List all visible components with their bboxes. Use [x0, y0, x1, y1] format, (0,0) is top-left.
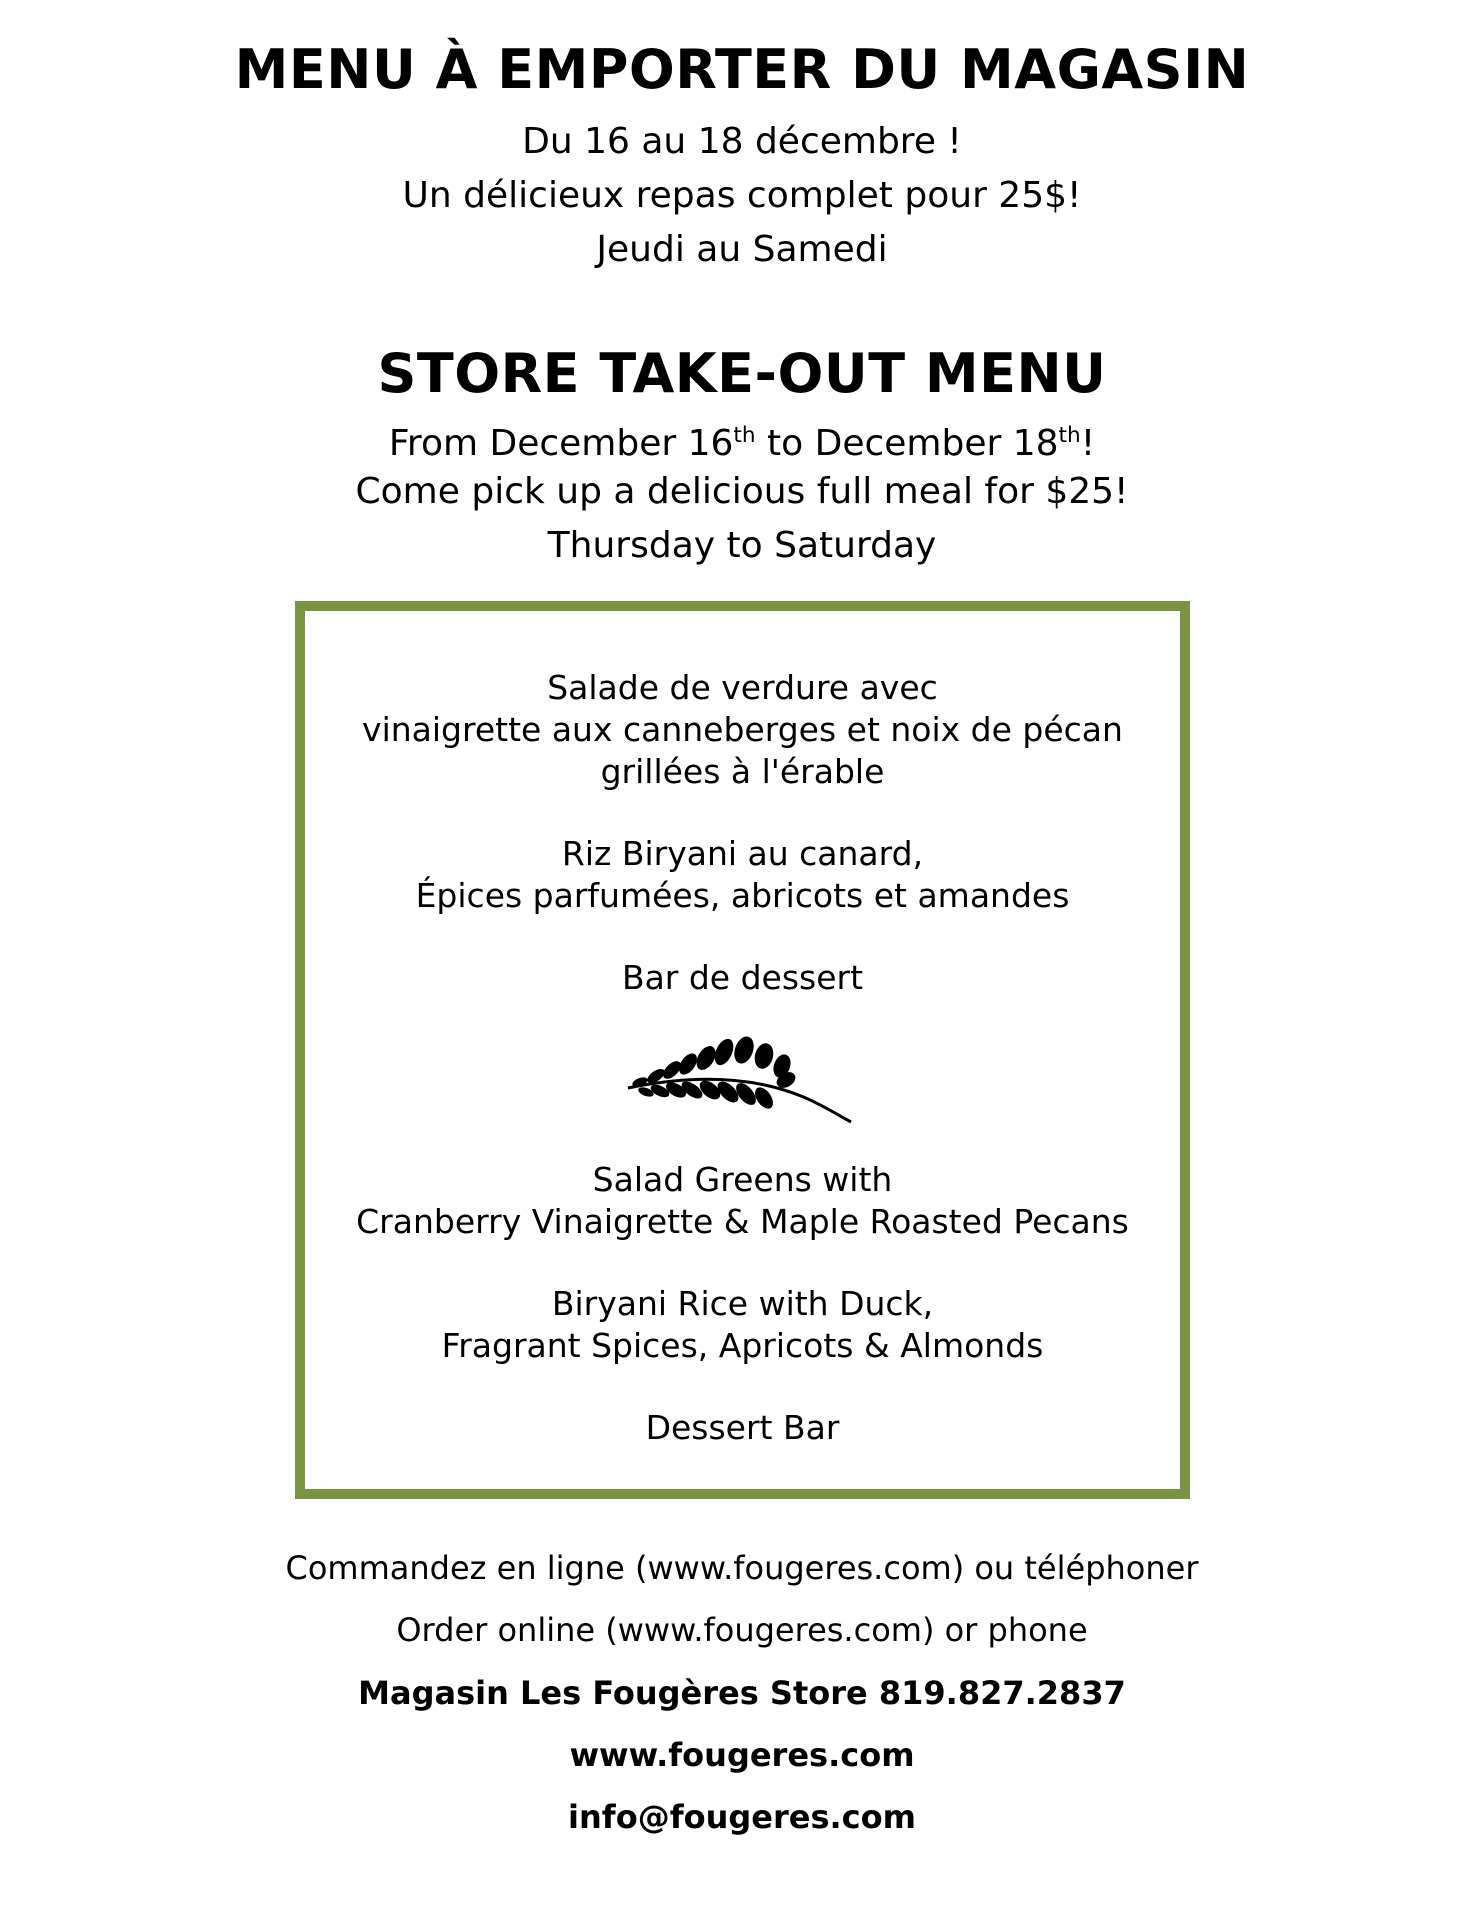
english-item-1-line-1: Salad Greens with: [592, 1160, 893, 1199]
french-item-1-line-3: grillées à l'érable: [600, 752, 885, 791]
email-link[interactable]: info@fougeres.com: [568, 1798, 916, 1836]
french-item-2-line-1: Riz Biryani au canard,: [561, 834, 924, 873]
french-item-1-line-2: vinaigrette aux canneberges et noix de pécan: [362, 710, 1123, 749]
english-days: Thursday to Saturday: [547, 525, 937, 566]
french-item-1-line-1: Salade de verdure avec: [547, 668, 938, 707]
french-item-3-line-1: Bar de dessert: [621, 958, 864, 997]
english-dates-sup-2: th: [1058, 423, 1081, 448]
order-english: Order online (www.fougeres.com) or phone: [396, 1611, 1088, 1649]
english-offer: Come pick up a delicious full meal for $25!: [355, 471, 1129, 512]
english-dates: [0, 422, 1484, 466]
order-french: Commandez en ligne (www.fougeres.com) ou téléphoner: [285, 1549, 1199, 1587]
english-item-3-line-1: Dessert Bar: [645, 1408, 840, 1447]
menu-box: [295, 601, 1190, 1499]
english-item-1-line-2: Cranberry Vinaigrette & Maple Roasted Pecans: [356, 1202, 1129, 1241]
french-dates: Du 16 au 18 décembre !: [522, 121, 962, 162]
english-item-2-line-2: Fragrant Spices, Apricots & Almonds: [441, 1326, 1044, 1365]
english-title: STORE TAKE-OUT MENU: [377, 342, 1107, 405]
french-days: Jeudi au Samedi: [596, 229, 888, 270]
fern-leaf-icon: [626, 1036, 856, 1126]
english-dates-suffix: !: [1080, 423, 1096, 464]
store-phone: Magasin Les Fougères Store 819.827.2837: [358, 1674, 1126, 1712]
french-item-2-line-2: Épices parfumées, abricots et amandes: [415, 876, 1070, 915]
english-dates-middle: to December 18: [755, 423, 1059, 464]
french-title: MENU À EMPORTER DU MAGASIN: [234, 38, 1250, 101]
french-offer: Un délicieux repas complet pour 25$!: [402, 175, 1082, 216]
english-dates-sup-1: th: [733, 423, 756, 448]
english-dates-prefix: From December 16: [388, 423, 734, 464]
english-item-2-line-1: Biryani Rice with Duck,: [551, 1284, 934, 1323]
website-link[interactable]: www.fougeres.com: [569, 1736, 915, 1774]
